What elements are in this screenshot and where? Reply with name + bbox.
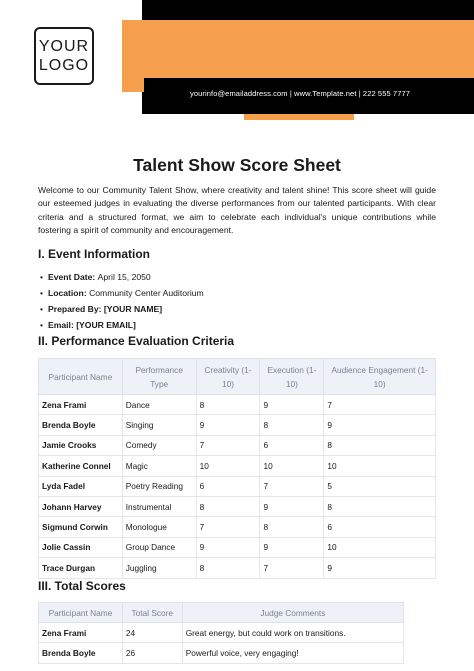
table-cell: 7 <box>324 395 436 415</box>
page-title: Talent Show Score Sheet <box>133 155 341 175</box>
table-row <box>39 435 436 455</box>
column-header: Participant Name <box>39 359 123 395</box>
column-header: Performance Type <box>122 359 196 395</box>
intro-paragraph: Welcome to our Community Talent Show, where creativity and talent shine! This score sheet will guide our esteemed judges in evaluating the diverse performances from our talented participants. With clear criteria and a structured format, we aim to celebrate each individual's unique contributions while fostering a spirit of community and encouragement. <box>38 185 436 235</box>
table-cell: 6 <box>260 435 324 455</box>
table-header-row <box>39 359 436 395</box>
table-cell: 9 <box>324 415 436 435</box>
table-cell: Monologue <box>122 517 196 537</box>
participant-name-cell: Jolie Cassin <box>39 537 123 557</box>
participant-name-cell: Lyda Fadel <box>39 476 123 496</box>
table-cell: 8 <box>196 558 260 578</box>
section-heading-criteria: II. Performance Evaluation Criteria <box>38 334 235 348</box>
header-accent-tab <box>122 78 144 92</box>
info-label: Prepared By <box>48 304 99 314</box>
column-header: Audience Engagement (1-10) <box>324 359 436 395</box>
table-row <box>39 643 404 663</box>
table-cell: 8 <box>260 415 324 435</box>
section-heading-event-info: I. Event Information <box>38 247 151 261</box>
column-header: Total Score <box>122 603 182 623</box>
info-label: Event Date <box>48 272 93 282</box>
table-cell: 9 <box>196 537 260 557</box>
event-info-list <box>40 269 420 333</box>
table-cell: 8 <box>324 496 436 516</box>
criteria-table <box>38 358 436 579</box>
list-item: • Location: Community Center Auditorium <box>40 288 204 298</box>
logo-line-1: YOUR <box>38 38 90 55</box>
table-cell: 8 <box>324 435 436 455</box>
table-row <box>39 476 436 496</box>
table-row <box>39 558 436 578</box>
table-cell: 9 <box>196 415 260 435</box>
table-cell: 6 <box>324 517 436 537</box>
table-cell: 9 <box>324 558 436 578</box>
table-cell: Powerful voice, very engaging! <box>182 643 403 663</box>
table-cell: 9 <box>260 395 324 415</box>
table-cell: Great energy, but could work on transitions. <box>182 623 403 643</box>
info-label: Email <box>48 320 71 330</box>
column-header: Participant Name <box>39 603 123 623</box>
info-value: [YOUR EMAIL] <box>76 320 136 330</box>
info-label: Location <box>48 288 84 298</box>
participant-name-cell: Zena Frami <box>39 395 123 415</box>
totals-table <box>38 602 404 664</box>
table-cell: 9 <box>260 496 324 516</box>
table-cell: 7 <box>196 517 260 537</box>
table-cell: 7 <box>196 435 260 455</box>
table-cell: Juggling <box>122 558 196 578</box>
list-item: • Event Date: April 15, 2050 <box>40 272 151 282</box>
table-cell: 26 <box>122 643 182 663</box>
contact-info: yourinfo@emailaddress.com | www.Template.net | 222 555 7777 <box>189 89 411 98</box>
table-cell: Poetry Reading <box>122 476 196 496</box>
table-row <box>39 517 436 537</box>
table-cell: 10 <box>324 537 436 557</box>
table-cell: 8 <box>196 395 260 415</box>
table-row <box>39 496 436 516</box>
table-row <box>39 537 436 557</box>
table-row <box>39 623 404 643</box>
table-cell: Group Dance <box>122 537 196 557</box>
header-accent-bar <box>122 20 474 78</box>
table-cell: 7 <box>260 476 324 496</box>
table-cell: 24 <box>122 623 182 643</box>
table-cell: 7 <box>260 558 324 578</box>
participant-name-cell: Zena Frami <box>39 623 123 643</box>
logo-line-2: LOGO <box>38 57 90 74</box>
info-value: April 15, 2050 <box>97 272 151 282</box>
info-value: Community Center Auditorium <box>89 288 204 298</box>
participant-name-cell: Sigmund Corwin <box>39 517 123 537</box>
participant-name-cell: Brenda Boyle <box>39 643 123 663</box>
table-cell: 8 <box>260 517 324 537</box>
participant-name-cell: Katherine Connel <box>39 456 123 476</box>
table-cell: 10 <box>324 456 436 476</box>
logo <box>34 27 94 85</box>
table-cell: 6 <box>196 476 260 496</box>
table-cell: 10 <box>196 456 260 476</box>
column-header: Creativity (1-10) <box>196 359 260 395</box>
header-accent-underline <box>244 114 354 120</box>
table-cell: 9 <box>260 537 324 557</box>
participant-name-cell: Jamie Crooks <box>39 435 123 455</box>
table-cell: Singing <box>122 415 196 435</box>
participant-name-cell: Johann Harvey <box>39 496 123 516</box>
table-cell: Comedy <box>122 435 196 455</box>
column-header: Judge Comments <box>182 603 403 623</box>
list-item: • Email: [YOUR EMAIL] <box>40 320 136 330</box>
list-item: • Prepared By: [YOUR NAME] <box>40 304 163 314</box>
table-cell: Instrumental <box>122 496 196 516</box>
table-header-row <box>39 603 404 623</box>
table-row <box>39 395 436 415</box>
participant-name-cell: Trace Durgan <box>39 558 123 578</box>
table-cell: 10 <box>260 456 324 476</box>
section-heading-totals: III. Total Scores <box>38 579 126 593</box>
table-cell: Dance <box>122 395 196 415</box>
table-cell: 5 <box>324 476 436 496</box>
column-header: Execution (1-10) <box>260 359 324 395</box>
table-cell: 8 <box>196 496 260 516</box>
table-cell: Magic <box>122 456 196 476</box>
participant-name-cell: Brenda Boyle <box>39 415 123 435</box>
table-row <box>39 415 436 435</box>
table-row <box>39 456 436 476</box>
info-value: [YOUR NAME] <box>103 304 163 314</box>
